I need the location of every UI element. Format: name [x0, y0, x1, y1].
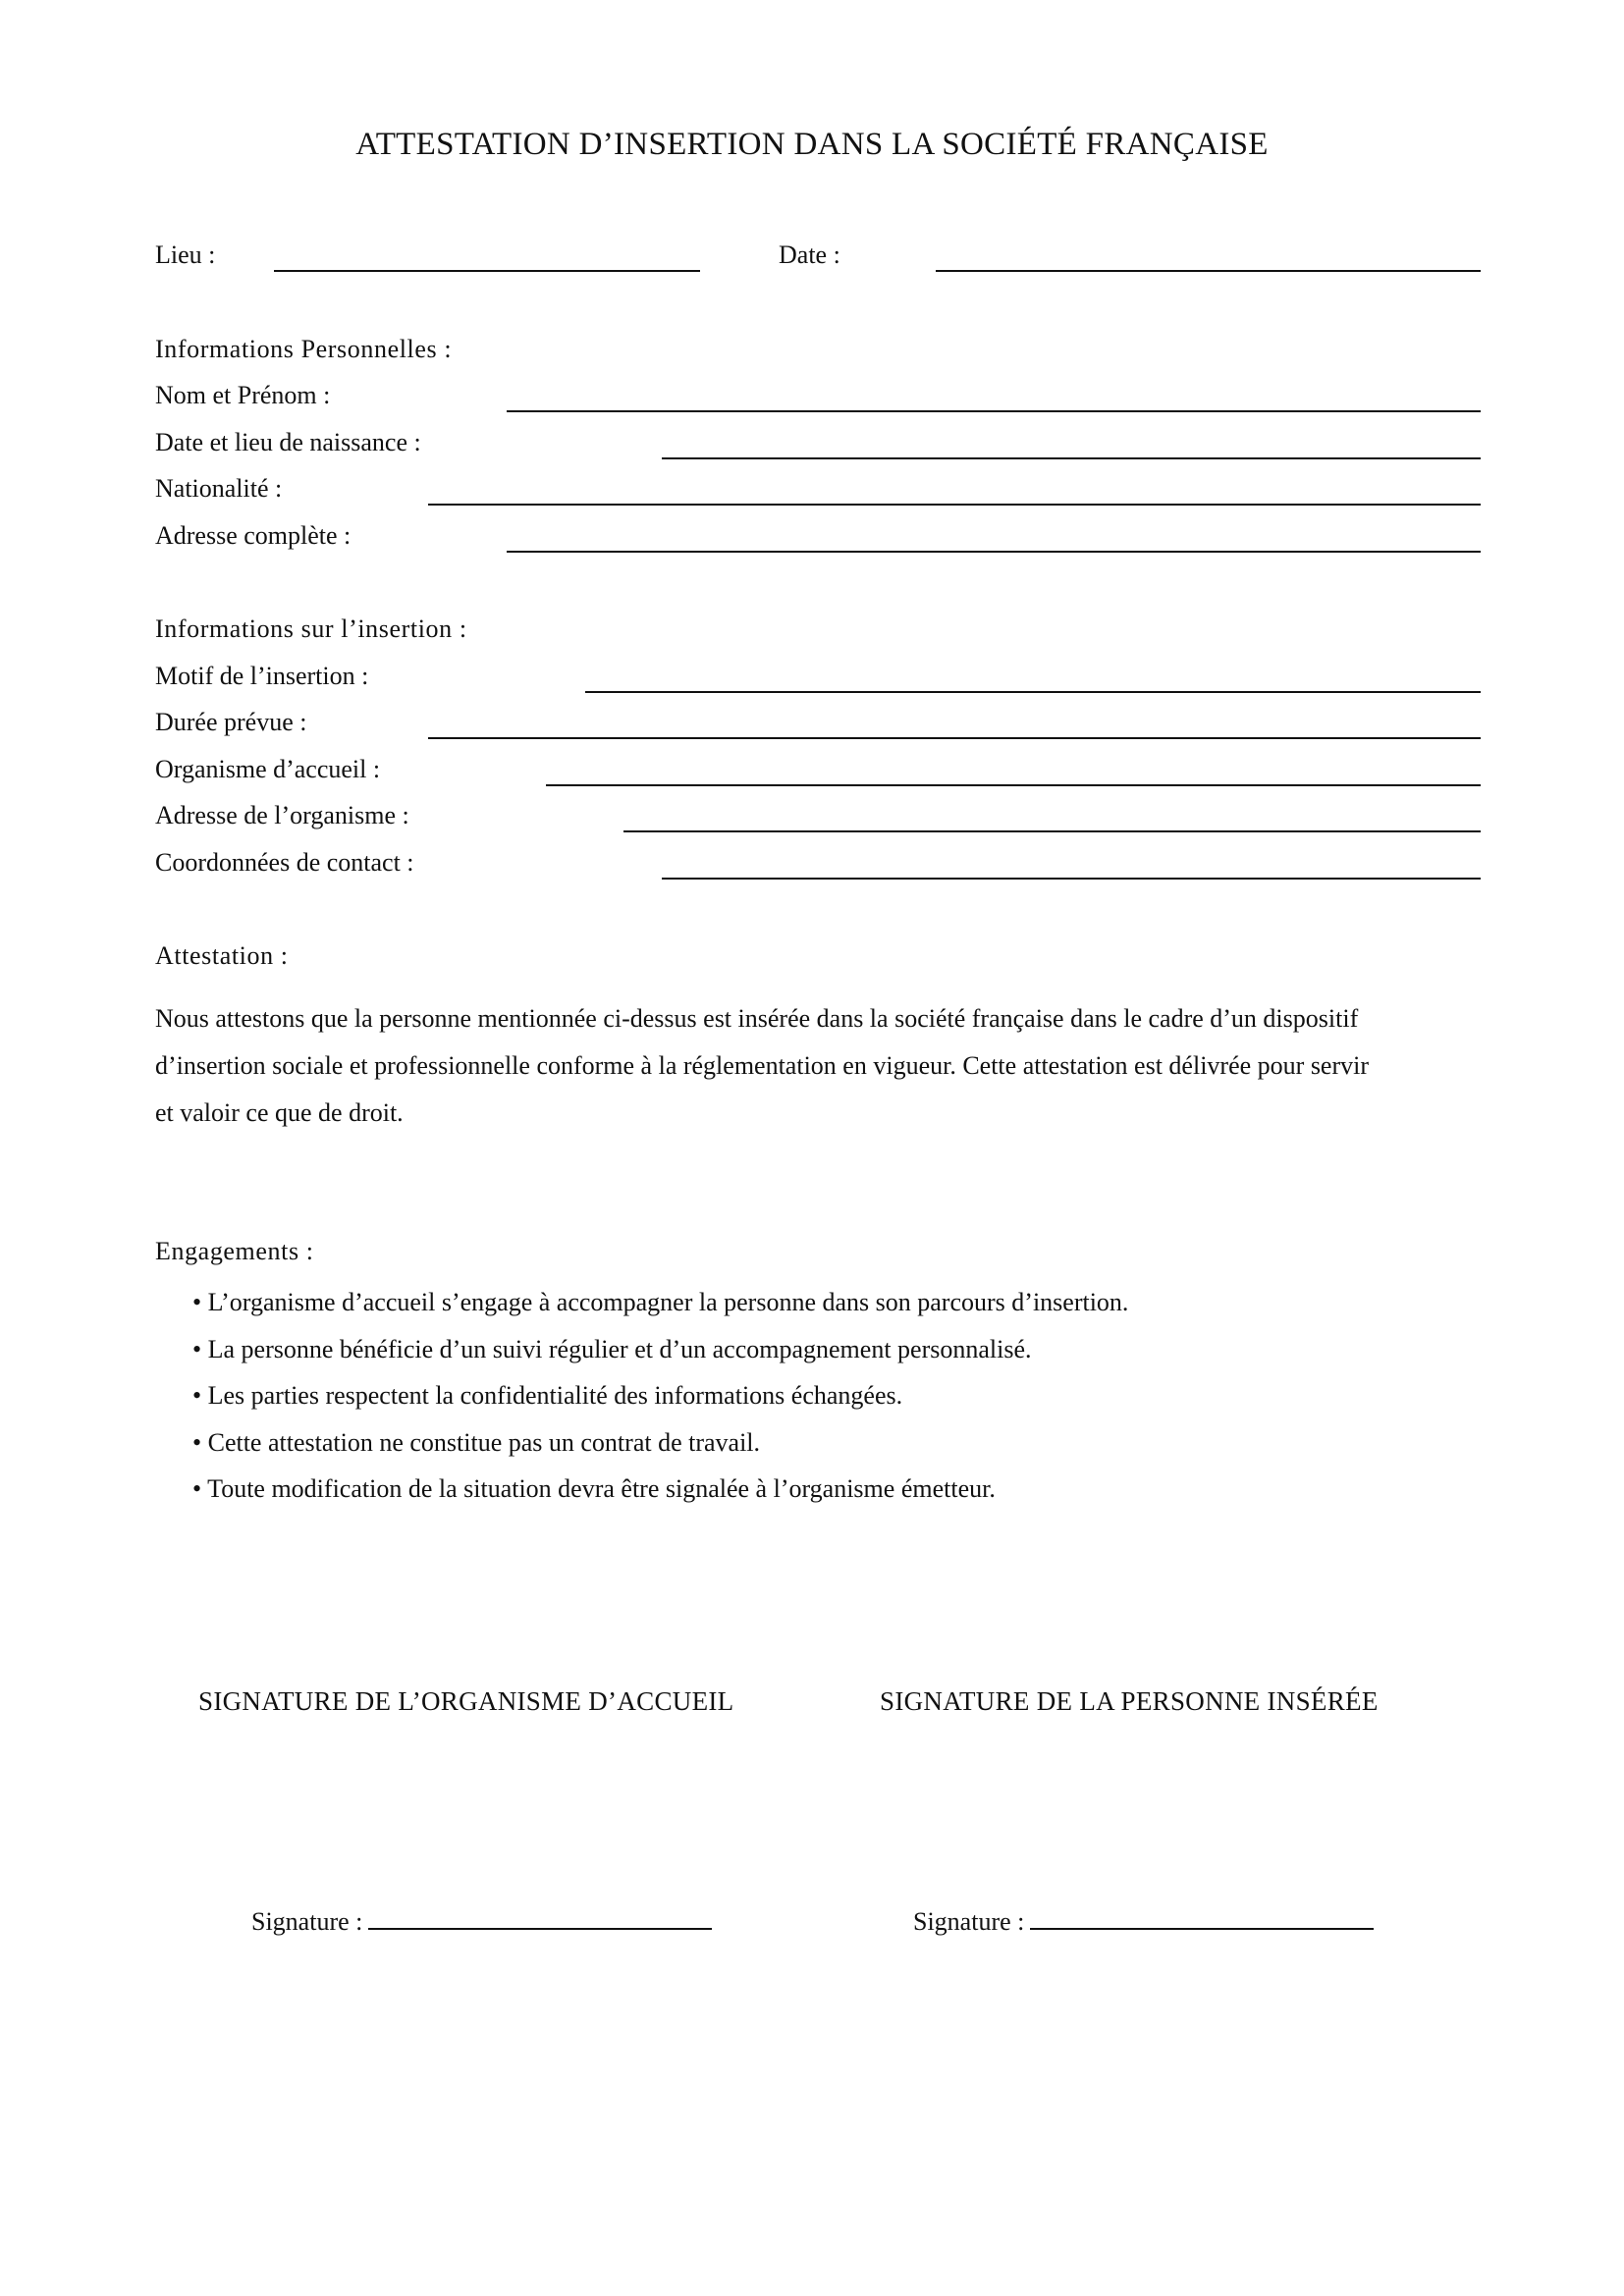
engagements-list — [192, 1279, 1128, 1513]
adresse-label: Adresse complète : — [155, 521, 352, 550]
insertion-info-heading: Informations sur l’insertion : — [155, 614, 467, 643]
list-item: • La personne bénéficie d’un suivi régulier et d’un accompagnement personnalisé. — [192, 1334, 1032, 1363]
adresse-organisme-label: Adresse de l’organisme : — [155, 801, 409, 829]
date-label: Date : — [779, 240, 840, 269]
adresse-field[interactable] — [507, 551, 1481, 553]
signature-organisme-field[interactable] — [368, 1902, 712, 1930]
attestation-line: et valoir ce que de droit. — [155, 1098, 404, 1127]
contact-field[interactable] — [662, 878, 1481, 880]
adresse-organisme-field[interactable] — [623, 830, 1481, 832]
motif-label: Motif de l’insertion : — [155, 662, 369, 690]
list-item: • Cette attestation ne constitue pas un contrat de travail. — [192, 1427, 761, 1457]
contact-label: Coordonnées de contact : — [155, 848, 414, 877]
attestation-heading: Attestation : — [155, 941, 289, 970]
engagements-heading: Engagements : — [155, 1237, 314, 1265]
list-item: • Les parties respectent la confidentialité des informations échangées. — [192, 1381, 903, 1410]
nom-prenom-field[interactable] — [507, 410, 1481, 412]
attestation-line: d’insertion sociale et professionnelle conforme à la réglementation en vigueur. Cette attestation est délivrée pour servir — [155, 1051, 1370, 1080]
lieu-label: Lieu : — [155, 240, 216, 269]
lieu-field[interactable] — [274, 270, 700, 272]
signature-personne-field[interactable] — [1030, 1902, 1374, 1930]
signature-personne-heading: SIGNATURE DE LA PERSONNE INSÉRÉE — [880, 1686, 1379, 1716]
list-item: • L’organisme d’accueil s’engage à accompagner la personne dans son parcours d’insertion. — [192, 1288, 1129, 1316]
nationalite-field[interactable] — [428, 504, 1481, 506]
nom-prenom-label: Nom et Prénom : — [155, 381, 331, 409]
naissance-field[interactable] — [662, 457, 1481, 459]
duree-label: Durée prévue : — [155, 708, 307, 736]
signature-organisme-label: Signature : — [251, 1907, 363, 1936]
signature-organisme-line — [251, 1902, 712, 1940]
nationalite-label: Nationalité : — [155, 474, 283, 503]
motif-field[interactable] — [585, 691, 1481, 693]
attestation-line: Nous attestons que la personne mentionnée ci-dessus est insérée dans la société française dans le cadre d’un dispositif — [155, 1004, 1359, 1033]
organisme-field[interactable] — [546, 784, 1481, 786]
attestation-paragraph — [155, 995, 1481, 1137]
signature-organisme-heading: SIGNATURE DE L’ORGANISME D’ACCUEIL — [198, 1686, 734, 1716]
signature-personne-label: Signature : — [913, 1907, 1025, 1936]
naissance-label: Date et lieu de naissance : — [155, 428, 421, 456]
date-field[interactable] — [936, 270, 1481, 272]
signature-personne-line — [913, 1902, 1374, 1940]
duree-field[interactable] — [428, 737, 1481, 739]
personal-info-heading: Informations Personnelles : — [155, 335, 453, 363]
organisme-label: Organisme d’accueil : — [155, 755, 381, 783]
document-title: ATTESTATION D’INSERTION DANS LA SOCIÉTÉ FRANÇAISE — [355, 127, 1269, 162]
list-item: • Toute modification de la situation devra être signalée à l’organisme émetteur. — [192, 1474, 996, 1503]
